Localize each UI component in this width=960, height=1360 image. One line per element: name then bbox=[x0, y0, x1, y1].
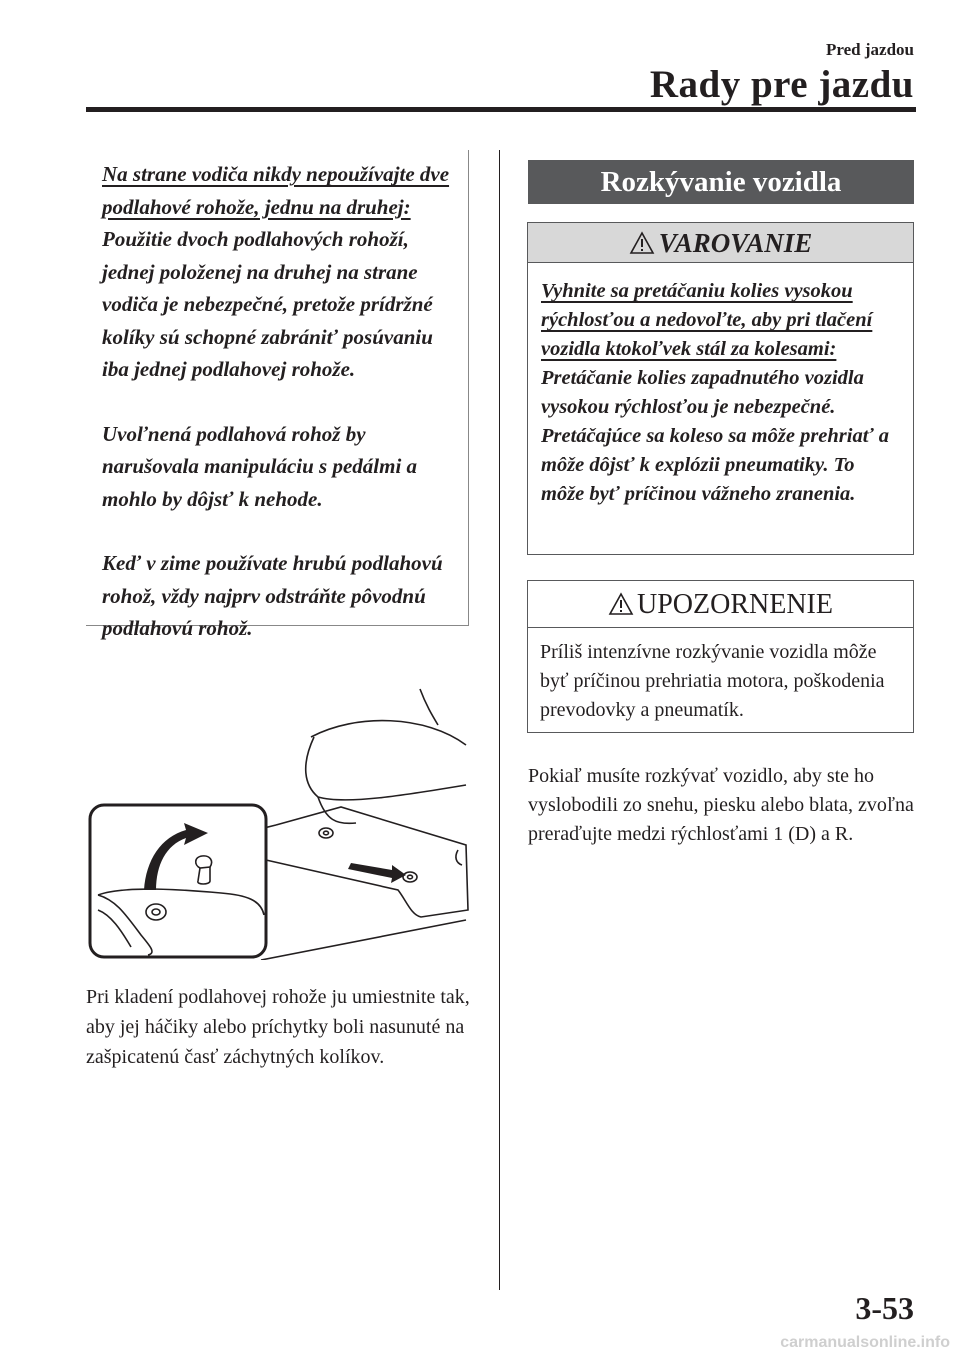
page-title: Rady pre jazdu bbox=[649, 63, 914, 106]
floor-mat-warning-para3: Keď v zime používate hrubú podlahovú rohož, vždy najprv odstráňte pôvodnú podlahovú rohož. bbox=[102, 551, 443, 640]
caution-box bbox=[527, 580, 914, 733]
header-rule bbox=[86, 107, 916, 112]
floor-mat-warning-para2: Uvoľnená podlahová rohož by narušovala manipuláciu s pedálmi a mohlo by dôjsť k nehode. bbox=[102, 421, 418, 511]
warning-header bbox=[528, 223, 913, 263]
caution-triangle-icon bbox=[608, 592, 634, 616]
warning-body: Pretáčanie kolies zapadnutého vozidla vysokou rýchlosťou je nebezpečné. Pretáčajúce sa koleso sa môže prehriať a môže dôjsť k explózii pneumatiky. To môže byť príčinou vážneho zranenia. bbox=[541, 367, 889, 505]
floor-mat-warning-heading: Na strane vodiča nikdy nepoužívajte dve podlahové rohože, jednu na druhej: bbox=[102, 162, 450, 219]
column-divider bbox=[499, 150, 500, 1290]
caution-body: Príliš intenzívne rozkývanie vozidla môže byť príčinou prehriatia motora, poškodenia prevodovky a pneumatík. bbox=[540, 641, 885, 721]
section-title: Rozkývanie vozidla bbox=[528, 160, 914, 204]
warning-heading: Vyhnite sa pretáčaniu kolies vysokou rýchlosťou a nedovoľte, aby pri tlačení vozidla ktokoľvek stál za kolesami: bbox=[541, 280, 873, 360]
warning-triangle-icon bbox=[629, 231, 655, 255]
chapter-label: Pred jazdou bbox=[826, 40, 914, 59]
floor-mat-warning-box bbox=[86, 150, 469, 640]
warning-label: VAROVANIE bbox=[658, 228, 813, 258]
rocking-instructions: Pokiaľ musíte rozkývať vozidlo, aby ste ho vyslobodili zo snehu, piesku alebo blata, zvoľna preraďujte medzi rýchlosťami 1 (D) a R. bbox=[528, 765, 914, 845]
floor-mat-illustration bbox=[86, 685, 471, 960]
caution-header bbox=[528, 581, 913, 628]
floor-mat-warning-para1: Použitie dvoch podlahových rohoží, jednej položenej na druhej na strane vodiča je nebezpečné, pretože prídržné kolíky sú schopné zabrániť posúvaniu iba jednej podlahovej rohože. bbox=[102, 227, 433, 381]
floor-mat-caption: Pri kladení podlahovej rohože ju umiestnite tak, aby jej háčiky alebo príchytky boli nasunuté na zašpicatenú časť záchytných kolíkov. bbox=[86, 986, 470, 1068]
caution-label: UPOZORNENIE bbox=[637, 589, 833, 620]
warning-box bbox=[527, 222, 914, 555]
page-number: 3-53 bbox=[855, 1290, 914, 1326]
watermark: carmanualsonline.info bbox=[780, 1334, 950, 1351]
